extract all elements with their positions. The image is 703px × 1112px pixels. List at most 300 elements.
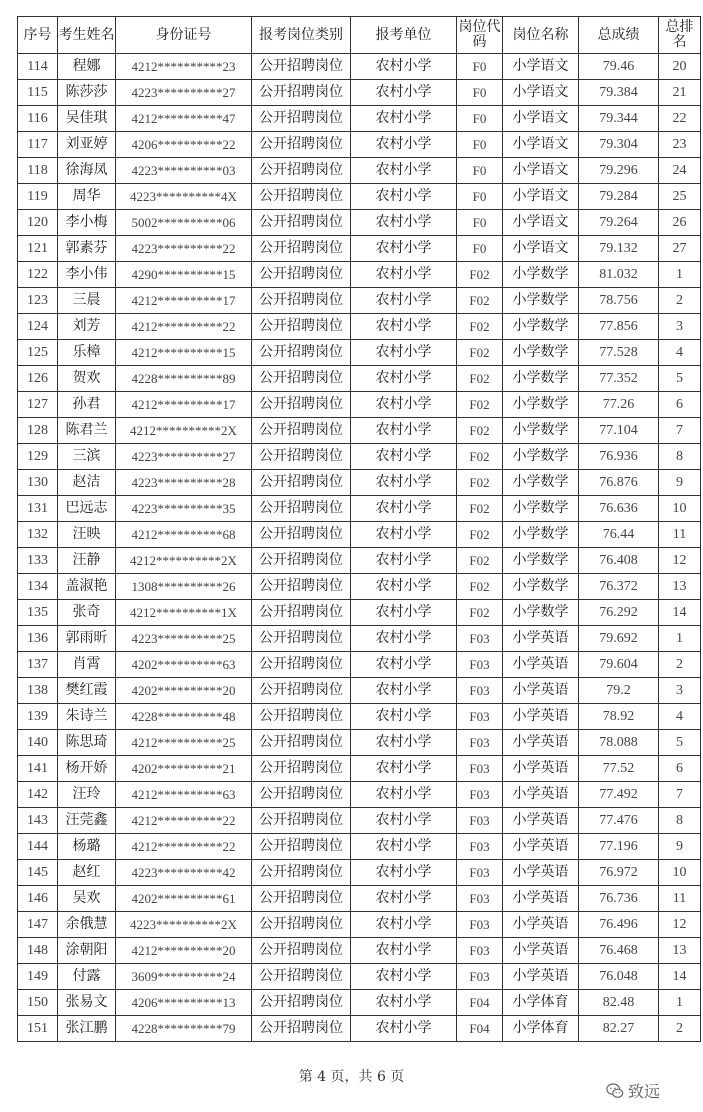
- cell-unit: 农村小学: [351, 600, 457, 626]
- cell-name: 吴欢: [58, 886, 116, 912]
- cell-seq: 114: [18, 54, 58, 80]
- cell-name: 周华: [58, 184, 116, 210]
- cell-seq: 137: [18, 652, 58, 678]
- header-seq: 序号: [18, 17, 58, 54]
- cell-id-number: 1308**********26: [116, 574, 252, 600]
- table-row: [18, 990, 701, 1016]
- cell-name: 杨开娇: [58, 756, 116, 782]
- cell-score: 77.196: [579, 834, 659, 860]
- cell-post-code: F04: [457, 1016, 503, 1042]
- cell-post-code: F03: [457, 834, 503, 860]
- cell-id-number: 4212**********1X: [116, 600, 252, 626]
- cell-rank: 14: [659, 600, 701, 626]
- cell-post-code: F02: [457, 418, 503, 444]
- cell-id-number: 4212**********47: [116, 106, 252, 132]
- cell-id-number: 4206**********13: [116, 990, 252, 1016]
- cell-seq: 142: [18, 782, 58, 808]
- cell-id-number: 4206**********22: [116, 132, 252, 158]
- cell-seq: 119: [18, 184, 58, 210]
- table-body: [18, 54, 701, 1042]
- cell-score: 76.048: [579, 964, 659, 990]
- cell-post-name: 小学语文: [503, 106, 579, 132]
- cell-name: 三晨: [58, 288, 116, 314]
- cell-unit: 农村小学: [351, 756, 457, 782]
- cell-unit: 农村小学: [351, 938, 457, 964]
- cell-name: 张奇: [58, 600, 116, 626]
- cell-rank: 27: [659, 236, 701, 262]
- cell-name: 汪玲: [58, 782, 116, 808]
- cell-seq: 126: [18, 366, 58, 392]
- cell-id-number: 4202**********63: [116, 652, 252, 678]
- header-post-type: 报考岗位类别: [252, 17, 351, 54]
- cell-post-type: 公开招聘岗位: [252, 574, 351, 600]
- cell-post-name: 小学数学: [503, 444, 579, 470]
- cell-post-type: 公开招聘岗位: [252, 288, 351, 314]
- cell-post-name: 小学英语: [503, 678, 579, 704]
- header-score: 总成绩: [579, 17, 659, 54]
- cell-score: 78.088: [579, 730, 659, 756]
- table-row: [18, 652, 701, 678]
- cell-post-code: F0: [457, 80, 503, 106]
- header-id: 身份证号: [116, 17, 252, 54]
- cell-unit: 农村小学: [351, 860, 457, 886]
- cell-post-code: F02: [457, 548, 503, 574]
- cell-seq: 147: [18, 912, 58, 938]
- cell-post-type: 公开招聘岗位: [252, 782, 351, 808]
- cell-unit: 农村小学: [351, 340, 457, 366]
- cell-seq: 129: [18, 444, 58, 470]
- cell-rank: 8: [659, 444, 701, 470]
- cell-seq: 124: [18, 314, 58, 340]
- cell-post-type: 公开招聘岗位: [252, 964, 351, 990]
- cell-unit: 农村小学: [351, 314, 457, 340]
- cell-seq: 149: [18, 964, 58, 990]
- cell-post-code: F03: [457, 938, 503, 964]
- cell-post-type: 公开招聘岗位: [252, 756, 351, 782]
- table-row: [18, 340, 701, 366]
- cell-name: 李小伟: [58, 262, 116, 288]
- cell-post-type: 公开招聘岗位: [252, 392, 351, 418]
- cell-name: 张江鹏: [58, 1016, 116, 1042]
- cell-unit: 农村小学: [351, 470, 457, 496]
- cell-post-code: F02: [457, 444, 503, 470]
- cell-name: 乐樟: [58, 340, 116, 366]
- cell-post-name: 小学体育: [503, 990, 579, 1016]
- cell-name: 汪莞鑫: [58, 808, 116, 834]
- table-row: [18, 600, 701, 626]
- cell-id-number: 4223**********27: [116, 80, 252, 106]
- cell-id-number: 4212**********22: [116, 808, 252, 834]
- cell-id-number: 4212**********20: [116, 938, 252, 964]
- table-row: [18, 314, 701, 340]
- table-row: [18, 210, 701, 236]
- cell-name: 三滨: [58, 444, 116, 470]
- table-row: [18, 262, 701, 288]
- cell-post-name: 小学语文: [503, 184, 579, 210]
- cell-score: 79.344: [579, 106, 659, 132]
- table-row: [18, 704, 701, 730]
- cell-score: 76.408: [579, 548, 659, 574]
- table-row: [18, 626, 701, 652]
- cell-seq: 145: [18, 860, 58, 886]
- cell-post-code: F02: [457, 496, 503, 522]
- cell-rank: 13: [659, 938, 701, 964]
- cell-name: 孙君: [58, 392, 116, 418]
- cell-score: 79.304: [579, 132, 659, 158]
- cell-seq: 140: [18, 730, 58, 756]
- header-post-code: 岗位代码: [457, 17, 503, 54]
- cell-unit: 农村小学: [351, 626, 457, 652]
- cell-unit: 农村小学: [351, 808, 457, 834]
- cell-name: 涂朝阳: [58, 938, 116, 964]
- cell-id-number: 4223**********22: [116, 236, 252, 262]
- cell-post-type: 公开招聘岗位: [252, 834, 351, 860]
- cell-post-type: 公开招聘岗位: [252, 54, 351, 80]
- cell-post-type: 公开招聘岗位: [252, 236, 351, 262]
- table-row: [18, 470, 701, 496]
- cell-id-number: 4212**********68: [116, 522, 252, 548]
- cell-post-name: 小学英语: [503, 964, 579, 990]
- cell-rank: 6: [659, 756, 701, 782]
- cell-score: 77.52: [579, 756, 659, 782]
- cell-rank: 5: [659, 730, 701, 756]
- cell-unit: 农村小学: [351, 288, 457, 314]
- cell-unit: 农村小学: [351, 210, 457, 236]
- cell-score: 76.736: [579, 886, 659, 912]
- cell-seq: 128: [18, 418, 58, 444]
- cell-post-name: 小学英语: [503, 730, 579, 756]
- cell-post-code: F02: [457, 600, 503, 626]
- table-row: [18, 106, 701, 132]
- cell-name: 贺欢: [58, 366, 116, 392]
- table-row: [18, 158, 701, 184]
- cell-post-name: 小学英语: [503, 808, 579, 834]
- page-number: 第 4 页，共 6 页: [298, 1069, 405, 1085]
- cell-rank: 26: [659, 210, 701, 236]
- cell-post-code: F03: [457, 964, 503, 990]
- cell-post-name: 小学英语: [503, 782, 579, 808]
- cell-unit: 农村小学: [351, 1016, 457, 1042]
- cell-post-code: F03: [457, 652, 503, 678]
- cell-id-number: 4223**********42: [116, 860, 252, 886]
- cell-id-number: 4228**********48: [116, 704, 252, 730]
- cell-post-code: F03: [457, 756, 503, 782]
- cell-unit: 农村小学: [351, 964, 457, 990]
- cell-seq: 132: [18, 522, 58, 548]
- cell-name: 余俄慧: [58, 912, 116, 938]
- cell-seq: 151: [18, 1016, 58, 1042]
- table-row: [18, 860, 701, 886]
- cell-name: 吴佳琪: [58, 106, 116, 132]
- cell-post-name: 小学数学: [503, 522, 579, 548]
- cell-post-code: F03: [457, 886, 503, 912]
- cell-rank: 4: [659, 704, 701, 730]
- cell-id-number: 4212**********17: [116, 288, 252, 314]
- cell-rank: 2: [659, 1016, 701, 1042]
- cell-score: 77.352: [579, 366, 659, 392]
- cell-rank: 7: [659, 782, 701, 808]
- cell-id-number: 4223**********2X: [116, 912, 252, 938]
- table-row: [18, 912, 701, 938]
- cell-post-code: F02: [457, 522, 503, 548]
- cell-post-type: 公开招聘岗位: [252, 626, 351, 652]
- table-row: [18, 54, 701, 80]
- table-row: [18, 782, 701, 808]
- cell-name: 樊红霞: [58, 678, 116, 704]
- cell-post-type: 公开招聘岗位: [252, 262, 351, 288]
- cell-score: 76.936: [579, 444, 659, 470]
- cell-seq: 125: [18, 340, 58, 366]
- cell-name: 张易文: [58, 990, 116, 1016]
- cell-post-name: 小学数学: [503, 418, 579, 444]
- cell-post-code: F03: [457, 782, 503, 808]
- cell-seq: 135: [18, 600, 58, 626]
- cell-post-name: 小学数学: [503, 470, 579, 496]
- cell-post-name: 小学数学: [503, 262, 579, 288]
- cell-post-type: 公开招聘岗位: [252, 886, 351, 912]
- cell-rank: 10: [659, 496, 701, 522]
- cell-seq: 120: [18, 210, 58, 236]
- cell-seq: 148: [18, 938, 58, 964]
- cell-id-number: 4228**********79: [116, 1016, 252, 1042]
- cell-score: 76.972: [579, 860, 659, 886]
- cell-id-number: 4212**********15: [116, 340, 252, 366]
- cell-unit: 农村小学: [351, 158, 457, 184]
- table-row: [18, 80, 701, 106]
- cell-unit: 农村小学: [351, 990, 457, 1016]
- cell-name: 郭素芬: [58, 236, 116, 262]
- cell-rank: 1: [659, 626, 701, 652]
- cell-seq: 115: [18, 80, 58, 106]
- cell-score: 82.48: [579, 990, 659, 1016]
- cell-seq: 146: [18, 886, 58, 912]
- cell-score: 77.476: [579, 808, 659, 834]
- cell-name: 汪静: [58, 548, 116, 574]
- cell-post-name: 小学英语: [503, 626, 579, 652]
- cell-name: 陈思琦: [58, 730, 116, 756]
- cell-post-type: 公开招聘岗位: [252, 80, 351, 106]
- cell-post-name: 小学数学: [503, 314, 579, 340]
- cell-unit: 农村小学: [351, 652, 457, 678]
- cell-score: 79.604: [579, 652, 659, 678]
- table-row: [18, 964, 701, 990]
- cell-post-code: F0: [457, 132, 503, 158]
- cell-post-name: 小学英语: [503, 912, 579, 938]
- header-rank: 总排名: [659, 17, 701, 54]
- cell-post-name: 小学数学: [503, 574, 579, 600]
- cell-score: 79.284: [579, 184, 659, 210]
- cell-seq: 131: [18, 496, 58, 522]
- cell-score: 79.46: [579, 54, 659, 80]
- cell-seq: 141: [18, 756, 58, 782]
- cell-post-code: F04: [457, 990, 503, 1016]
- cell-id-number: 4228**********89: [116, 366, 252, 392]
- cell-post-name: 小学数学: [503, 288, 579, 314]
- header-name: 考生姓名: [58, 17, 116, 54]
- cell-rank: 8: [659, 808, 701, 834]
- cell-name: 李小梅: [58, 210, 116, 236]
- cell-post-name: 小学数学: [503, 496, 579, 522]
- cell-name: 杨璐: [58, 834, 116, 860]
- table-row: [18, 574, 701, 600]
- cell-rank: 2: [659, 288, 701, 314]
- cell-name: 郭雨昕: [58, 626, 116, 652]
- cell-score: 77.528: [579, 340, 659, 366]
- cell-post-name: 小学英语: [503, 652, 579, 678]
- cell-rank: 3: [659, 314, 701, 340]
- cell-id-number: 4223**********03: [116, 158, 252, 184]
- cell-rank: 11: [659, 886, 701, 912]
- cell-post-type: 公开招聘岗位: [252, 184, 351, 210]
- cell-post-code: F0: [457, 184, 503, 210]
- cell-score: 78.92: [579, 704, 659, 730]
- cell-unit: 农村小学: [351, 80, 457, 106]
- cell-score: 82.27: [579, 1016, 659, 1042]
- cell-post-name: 小学语文: [503, 158, 579, 184]
- table-row: [18, 392, 701, 418]
- cell-score: 79.132: [579, 236, 659, 262]
- table-row: [18, 678, 701, 704]
- cell-unit: 农村小学: [351, 418, 457, 444]
- cell-id-number: 4212**********2X: [116, 548, 252, 574]
- cell-name: 赵洁: [58, 470, 116, 496]
- cell-rank: 3: [659, 678, 701, 704]
- cell-post-type: 公开招聘岗位: [252, 444, 351, 470]
- cell-post-name: 小学语文: [503, 80, 579, 106]
- cell-unit: 农村小学: [351, 548, 457, 574]
- cell-seq: 116: [18, 106, 58, 132]
- cell-score: 79.692: [579, 626, 659, 652]
- cell-post-type: 公开招聘岗位: [252, 704, 351, 730]
- cell-rank: 7: [659, 418, 701, 444]
- cell-seq: 123: [18, 288, 58, 314]
- cell-unit: 农村小学: [351, 834, 457, 860]
- cell-post-type: 公开招聘岗位: [252, 522, 351, 548]
- cell-unit: 农村小学: [351, 886, 457, 912]
- table-row: [18, 132, 701, 158]
- cell-seq: 150: [18, 990, 58, 1016]
- cell-score: 77.492: [579, 782, 659, 808]
- cell-seq: 144: [18, 834, 58, 860]
- cell-rank: 1: [659, 990, 701, 1016]
- cell-post-type: 公开招聘岗位: [252, 938, 351, 964]
- cell-post-code: F0: [457, 210, 503, 236]
- cell-id-number: 4202**********20: [116, 678, 252, 704]
- cell-post-name: 小学数学: [503, 340, 579, 366]
- table-row: [18, 288, 701, 314]
- watermark-text: 致远: [628, 1082, 661, 1101]
- cell-score: 76.636: [579, 496, 659, 522]
- cell-post-type: 公开招聘岗位: [252, 340, 351, 366]
- cell-post-name: 小学数学: [503, 392, 579, 418]
- cell-rank: 9: [659, 834, 701, 860]
- cell-post-name: 小学英语: [503, 938, 579, 964]
- cell-id-number: 4212**********17: [116, 392, 252, 418]
- cell-unit: 农村小学: [351, 496, 457, 522]
- cell-post-code: F02: [457, 392, 503, 418]
- cell-score: 79.296: [579, 158, 659, 184]
- cell-unit: 农村小学: [351, 54, 457, 80]
- cell-unit: 农村小学: [351, 262, 457, 288]
- cell-score: 79.264: [579, 210, 659, 236]
- cell-post-code: F02: [457, 366, 503, 392]
- cell-rank: 14: [659, 964, 701, 990]
- cell-post-code: F02: [457, 262, 503, 288]
- cell-post-code: F0: [457, 54, 503, 80]
- cell-score: 76.468: [579, 938, 659, 964]
- cell-post-code: F03: [457, 626, 503, 652]
- cell-name: 付露: [58, 964, 116, 990]
- wechat-icon: [606, 1082, 624, 1100]
- cell-post-name: 小学语文: [503, 54, 579, 80]
- cell-post-code: F03: [457, 678, 503, 704]
- table-row: [18, 184, 701, 210]
- cell-post-name: 小学英语: [503, 756, 579, 782]
- cell-id-number: 4223**********28: [116, 470, 252, 496]
- watermark: [606, 1079, 660, 1102]
- cell-rank: 6: [659, 392, 701, 418]
- cell-seq: 133: [18, 548, 58, 574]
- cell-unit: 农村小学: [351, 704, 457, 730]
- cell-id-number: 4212**********63: [116, 782, 252, 808]
- cell-post-name: 小学英语: [503, 834, 579, 860]
- cell-id-number: 4223**********35: [116, 496, 252, 522]
- cell-post-type: 公开招聘岗位: [252, 678, 351, 704]
- cell-seq: 127: [18, 392, 58, 418]
- cell-post-type: 公开招聘岗位: [252, 860, 351, 886]
- cell-name: 刘芳: [58, 314, 116, 340]
- cell-post-type: 公开招聘岗位: [252, 496, 351, 522]
- cell-rank: 23: [659, 132, 701, 158]
- header-row: [18, 17, 701, 54]
- cell-post-name: 小学英语: [503, 860, 579, 886]
- cell-rank: 9: [659, 470, 701, 496]
- table-row: [18, 522, 701, 548]
- cell-rank: 25: [659, 184, 701, 210]
- cell-id-number: 4223**********4X: [116, 184, 252, 210]
- cell-score: 76.44: [579, 522, 659, 548]
- cell-post-name: 小学数学: [503, 600, 579, 626]
- cell-post-name: 小学数学: [503, 548, 579, 574]
- cell-rank: 2: [659, 652, 701, 678]
- cell-id-number: 4223**********27: [116, 444, 252, 470]
- cell-post-code: F03: [457, 704, 503, 730]
- cell-rank: 13: [659, 574, 701, 600]
- cell-post-type: 公开招聘岗位: [252, 158, 351, 184]
- cell-seq: 143: [18, 808, 58, 834]
- cell-rank: 5: [659, 366, 701, 392]
- cell-unit: 农村小学: [351, 184, 457, 210]
- cell-name: 陈莎莎: [58, 80, 116, 106]
- table-row: [18, 938, 701, 964]
- cell-post-code: F03: [457, 808, 503, 834]
- cell-post-code: F02: [457, 314, 503, 340]
- table-row: [18, 366, 701, 392]
- table-row: [18, 756, 701, 782]
- cell-score: 76.876: [579, 470, 659, 496]
- table-row: [18, 496, 701, 522]
- cell-seq: 136: [18, 626, 58, 652]
- cell-post-code: F02: [457, 574, 503, 600]
- cell-seq: 121: [18, 236, 58, 262]
- cell-unit: 农村小学: [351, 444, 457, 470]
- cell-id-number: 4212**********22: [116, 834, 252, 860]
- cell-post-type: 公开招聘岗位: [252, 912, 351, 938]
- cell-name: 肖霄: [58, 652, 116, 678]
- cell-id-number: 5002**********06: [116, 210, 252, 236]
- cell-name: 刘亚婷: [58, 132, 116, 158]
- cell-id-number: 4212**********23: [116, 54, 252, 80]
